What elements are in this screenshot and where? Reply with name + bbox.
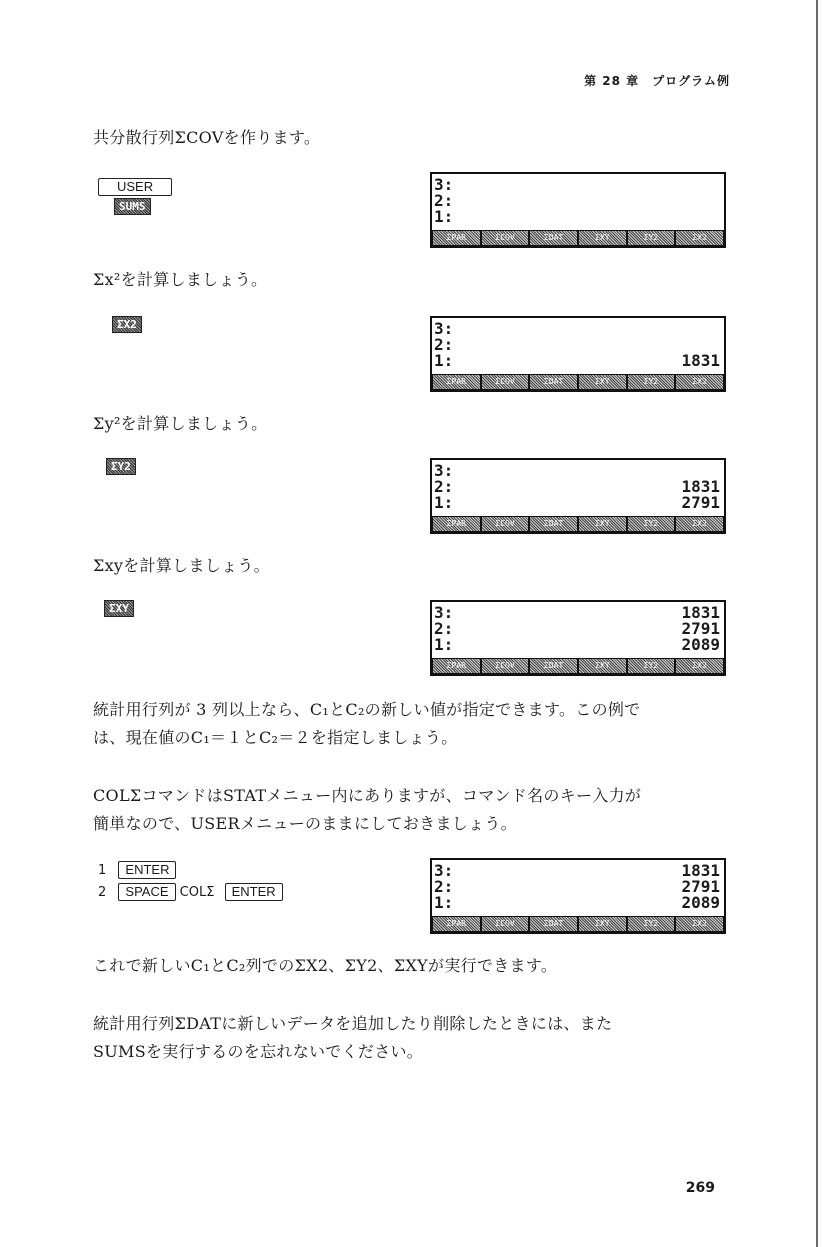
menu-sx2[interactable]: ΣX2 bbox=[676, 375, 723, 389]
menu-sx2[interactable]: ΣX2 bbox=[676, 917, 723, 931]
sy2-softkey[interactable]: ΣY2 bbox=[106, 458, 136, 475]
sxy-softkey[interactable]: ΣXY bbox=[104, 600, 134, 617]
menu-bar bbox=[432, 374, 724, 390]
space-key[interactable]: SPACE bbox=[118, 883, 175, 901]
sums-softkey[interactable]: SUMS bbox=[114, 198, 151, 215]
paragraph-2: Σx²を計算しましょう。 bbox=[93, 270, 268, 289]
calc-screen-1: 3: 2: 1: ΣPAR ΣCOV ΣDAT ΣXY ΣY2 ΣX2 bbox=[430, 172, 726, 248]
paragraph-4: Σxyを計算しましょう。 bbox=[93, 556, 270, 575]
menu-sx2[interactable]: ΣX2 bbox=[676, 659, 723, 673]
paragraph-5 bbox=[93, 696, 641, 752]
calc-screen-3: 3: 2: 1831 1: 2791 ΣPAR ΣCOV ΣDAT ΣXY ΣY2 ΣX2 bbox=[430, 458, 726, 534]
keys-block-2 bbox=[98, 316, 142, 333]
menu-scov[interactable]: ΣCOV bbox=[482, 659, 529, 673]
menu-sxy[interactable]: ΣXY bbox=[579, 517, 626, 531]
calc-screen-5: 3: 1831 2: 2791 1: 2089 ΣPAR ΣCOV ΣDAT ΣXY ΣY2 ΣX2 bbox=[430, 858, 726, 934]
menu-bar bbox=[432, 916, 724, 932]
page-number: 269 bbox=[685, 1180, 715, 1196]
chapter-header: 第 28 章 プログラム例 bbox=[584, 74, 730, 88]
menu-spar[interactable]: ΣPAR bbox=[433, 517, 480, 531]
colsigma-text: COLΣ bbox=[179, 885, 215, 900]
menu-spar[interactable]: ΣPAR bbox=[433, 917, 480, 931]
menu-bar bbox=[432, 658, 724, 674]
menu-scov[interactable]: ΣCOV bbox=[482, 917, 529, 931]
menu-sxy[interactable]: ΣXY bbox=[579, 659, 626, 673]
menu-sxy[interactable]: ΣXY bbox=[579, 231, 626, 245]
paragraph-1: 共分散行列ΣCOVを作ります。 bbox=[93, 128, 321, 147]
menu-sy2[interactable]: ΣY2 bbox=[628, 231, 675, 245]
keys-block-4 bbox=[98, 600, 134, 617]
menu-sdat[interactable]: ΣDAT bbox=[530, 659, 577, 673]
menu-sy2[interactable]: ΣY2 bbox=[628, 917, 675, 931]
paragraph-7: これで新しいC₁とC₂列でのΣX2、ΣY2、ΣXYが実行できます。 bbox=[93, 956, 558, 975]
menu-spar[interactable]: ΣPAR bbox=[433, 231, 480, 245]
paragraph-6-line-1: COLΣコマンドはSTATメニュー内にありますが、コマンド名のキー入力が bbox=[93, 786, 642, 805]
menu-sxy[interactable]: ΣXY bbox=[579, 917, 626, 931]
menu-scov[interactable]: ΣCOV bbox=[482, 231, 529, 245]
menu-sdat[interactable]: ΣDAT bbox=[530, 231, 577, 245]
paragraph-8-line-1: 統計用行列ΣDATに新しいデータを追加したり削除したときには、また bbox=[93, 1014, 613, 1033]
page-edge bbox=[816, 0, 818, 1247]
keys-block-5 bbox=[98, 860, 283, 904]
sx2-softkey[interactable]: ΣX2 bbox=[112, 316, 142, 333]
paragraph-5-line-1: 統計用行列が 3 列以上なら、C₁とC₂の新しい値が指定できます。この例で bbox=[93, 700, 641, 719]
menu-sxy[interactable]: ΣXY bbox=[579, 375, 626, 389]
menu-scov[interactable]: ΣCOV bbox=[482, 375, 529, 389]
step-number-2: 2 bbox=[98, 885, 107, 900]
keys-block-1 bbox=[98, 178, 172, 215]
user-key[interactable]: USER bbox=[98, 178, 172, 196]
paragraph-8-line-2: SUMSを実行するのを忘れないでください。 bbox=[93, 1042, 424, 1061]
calc-screen-2: 3: 2: 1: 1831 ΣPAR ΣCOV ΣDAT ΣXY ΣY2 ΣX2 bbox=[430, 316, 726, 392]
enter-key-2[interactable]: ENTER bbox=[225, 883, 283, 901]
menu-spar[interactable]: ΣPAR bbox=[433, 659, 480, 673]
menu-bar bbox=[432, 230, 724, 246]
paragraph-6 bbox=[93, 782, 641, 838]
menu-sy2[interactable]: ΣY2 bbox=[628, 659, 675, 673]
menu-scov[interactable]: ΣCOV bbox=[482, 517, 529, 531]
paragraph-8 bbox=[93, 1010, 612, 1066]
paragraph-6-line-2: 簡単なので、USERメニューのままにしておきましょう。 bbox=[93, 814, 517, 833]
enter-key[interactable]: ENTER bbox=[118, 861, 176, 879]
keys-block-3 bbox=[98, 458, 136, 475]
menu-sdat[interactable]: ΣDAT bbox=[530, 375, 577, 389]
menu-sdat[interactable]: ΣDAT bbox=[530, 517, 577, 531]
paragraph-3: Σy²を計算しましょう。 bbox=[93, 414, 268, 433]
menu-sx2[interactable]: ΣX2 bbox=[676, 517, 723, 531]
step-number-1: 1 bbox=[98, 863, 107, 878]
menu-spar[interactable]: ΣPAR bbox=[433, 375, 480, 389]
menu-sx2[interactable]: ΣX2 bbox=[676, 231, 723, 245]
calc-screen-4: 3: 1831 2: 2791 1: 2089 ΣPAR ΣCOV ΣDAT ΣXY ΣY2 ΣX2 bbox=[430, 600, 726, 676]
menu-sdat[interactable]: ΣDAT bbox=[530, 917, 577, 931]
paragraph-5-line-2: は、現在値のC₁＝１とC₂＝２を指定しましょう。 bbox=[93, 728, 458, 747]
menu-sy2[interactable]: ΣY2 bbox=[628, 375, 675, 389]
menu-sy2[interactable]: ΣY2 bbox=[628, 517, 675, 531]
menu-bar bbox=[432, 516, 724, 532]
